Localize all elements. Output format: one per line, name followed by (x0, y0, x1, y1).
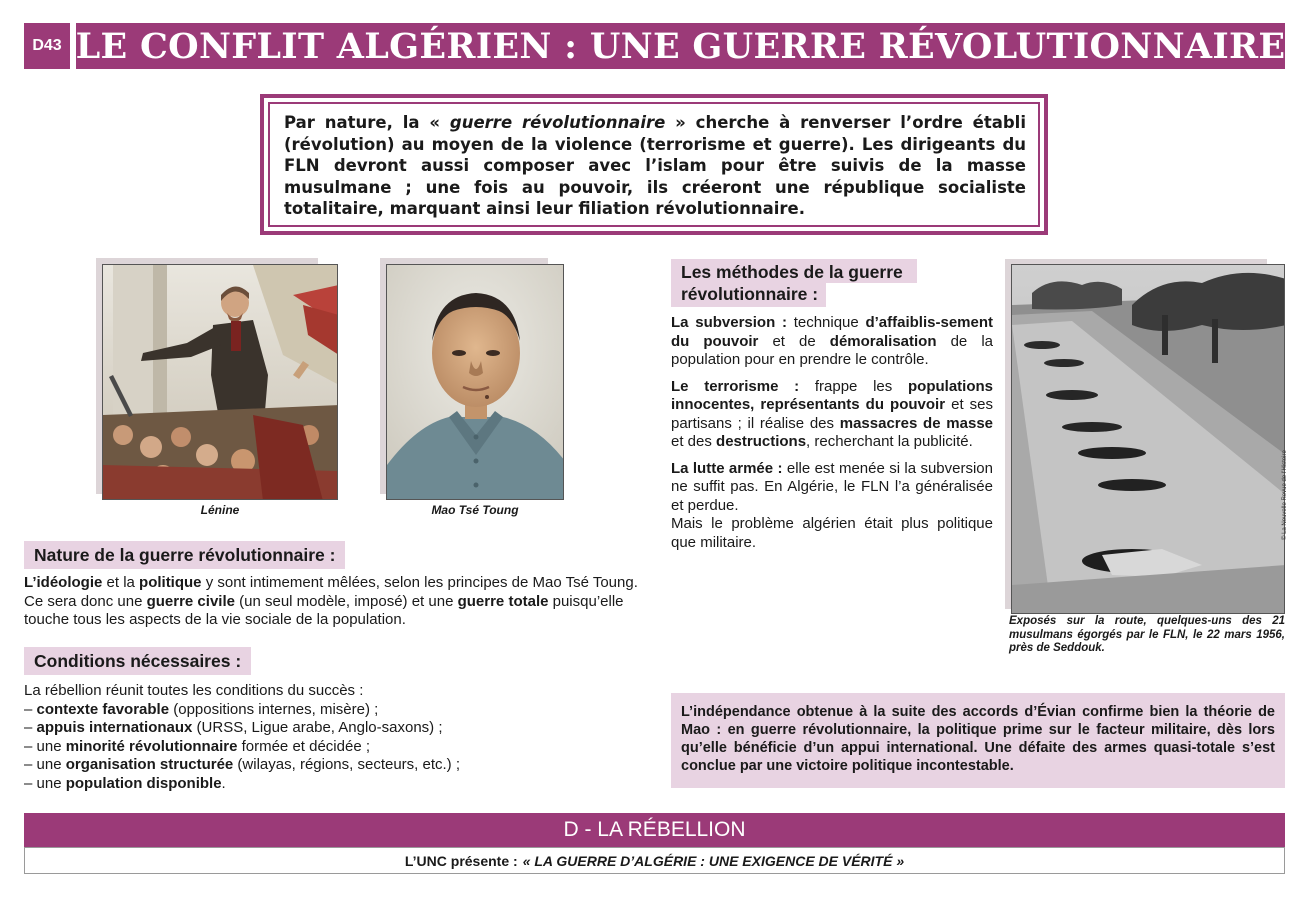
method-terrorism (671, 378, 993, 452)
conditions-intro: La rébellion réunit toutes les conditions du succès : (24, 682, 364, 699)
method-subversion (671, 314, 993, 370)
method-emphasis: destructions (716, 433, 807, 450)
intro-text-emphasis: guerre révolutionnaire (449, 113, 666, 132)
conditions-list (24, 682, 638, 793)
nature-heading: Nature de la guerre révolutionnaire : (24, 541, 345, 569)
method-emphasis: populations innocentes, représentants du pouvoir (671, 377, 993, 413)
list-item-detail: . (221, 774, 226, 792)
nature-text-part: y sont intimement mêlées, selon les principes de Mao Tsé Toung. Ce sera donc une (24, 574, 638, 610)
footer-presents: L’UNC présente : (404, 852, 518, 869)
list-item-prefix: – (24, 719, 37, 736)
list-item-detail: formée et décidée ; (237, 737, 370, 755)
list-item (24, 775, 638, 794)
nature-term-ideology: L’idéologie (24, 574, 103, 591)
series-footer (24, 847, 1285, 874)
intro-box (260, 94, 1048, 235)
nature-term-total-war: guerre totale (457, 592, 549, 610)
road-photo-image (1012, 265, 1285, 614)
lenin-painting (102, 264, 338, 500)
list-item-detail: (URSS, Ligue arabe, Anglo-saxons) ; (192, 719, 443, 736)
method-text-part: de la population pour en prendre le contrôle. (671, 332, 993, 368)
list-item-prefix: – une (24, 737, 66, 755)
method-text-part: elle est menée si la subversion ne suffit pas. En Algérie, le FLN l’a généralisée et perdue. (671, 459, 993, 514)
nature-term-civil-war: guerre civile (146, 592, 235, 610)
list-item-term: population disponible (65, 774, 222, 792)
mao-caption: Mao Tsé Toung (431, 503, 519, 517)
method-text-part: technique (786, 314, 866, 331)
lenin-caption: Lénine (200, 503, 240, 517)
method-armed-struggle (671, 460, 993, 516)
intro-text-part: Par nature, la « (284, 113, 450, 132)
list-item-prefix: – une (24, 756, 66, 773)
intro-text (268, 102, 1040, 227)
list-item (24, 756, 638, 775)
mao-portrait-image (387, 265, 564, 500)
method-emphasis: massacres de masse (839, 414, 994, 432)
method-emphasis: d’affaiblis-sement du pouvoir (671, 314, 993, 350)
list-item-term: contexte favorable (36, 700, 170, 718)
methods-heading (671, 259, 917, 307)
sheet-code-badge: D43 (24, 23, 70, 69)
method-term: La subversion : (671, 314, 787, 331)
conclusion-box: L’indépendance obtenue à la suite des accords d’Évian confirme bien la théorie de Mao : en guerre révolutionnaire, la politique prime sur le facteur militaire, dès lors qu’elle bénéficie d’un appui international. Une défaite des armes quasi-totale s’est conclue par une victoire politique incontestable. (671, 693, 1285, 788)
photo-credit: © La Nouvelle Revue de l’Histoire (1282, 450, 1288, 540)
section-footer-bar: D - LA RÉBELLION (24, 813, 1285, 847)
list-item-term: minorité révolutionnaire (65, 737, 238, 755)
intro-text-part: » cherche à renverser l’ordre établi (révolution) au moyen de la violence (terrorisme et guerre). Les dirigeants du FLN devront aussi composer avec l’islam pour être suivis de la masse musulmane ; une fois au pouvoir, ils créeront une république socialiste totalitaire, marquant ainsi leur filiation révolutionnaire. (284, 113, 1026, 218)
road-photo (1011, 264, 1285, 614)
methods-heading-line1: Les méthodes de la guerre (671, 259, 917, 283)
method-term: Le terrorisme : (671, 377, 800, 395)
method-text-part: et ses partisans ; il réalise des (671, 396, 994, 432)
method-emphasis: démoralisation (829, 332, 937, 350)
list-item-detail: (oppositions internes, misère) ; (169, 700, 379, 718)
methods-heading-line2: révolutionnaire : (671, 283, 826, 307)
list-item-term: organisation structurée (65, 756, 234, 773)
method-conclusion: Mais le problème algérien était plus politique que militaire. (671, 515, 993, 551)
list-item-detail: (wilayas, régions, secteurs, etc.) ; (233, 756, 461, 773)
mao-portrait (386, 264, 564, 500)
list-item-term: appuis internationaux (36, 719, 193, 736)
lenin-painting-image (103, 265, 338, 500)
method-text-part: et des (671, 433, 717, 450)
list-item-prefix: – une (24, 774, 66, 792)
methods-text (671, 314, 993, 560)
method-text-part: , recherchant la publicité. (806, 433, 973, 450)
list-item-prefix: – (24, 700, 37, 718)
method-text-part: frappe les (799, 377, 908, 395)
conditions-heading: Conditions nécessaires : (24, 647, 251, 675)
list-item (24, 719, 638, 738)
list-item (24, 701, 638, 720)
nature-text-part: et la (102, 574, 140, 591)
method-text-part: et de (758, 332, 830, 350)
nature-term-politics: politique (139, 574, 202, 591)
method-term: La lutte armée : (671, 459, 783, 477)
road-photo-caption: Exposés sur la route, quelques-uns des 21 musulmans égorgés par le FLN, le 22 mars 1956, près de Seddouk. (1009, 615, 1285, 654)
nature-text (24, 574, 638, 630)
page-title: LE CONFLIT ALGÉRIEN : UNE GUERRE RÉVOLUTIONNAIRE (76, 23, 1285, 69)
footer-series-title: « LA GUERRE D’ALGÉRIE : UNE EXIGENCE DE VÉRITÉ » (522, 852, 905, 869)
list-item (24, 738, 638, 757)
nature-text-part: puisqu’elle touche tous les aspects de la vie sociale de la population. (24, 592, 624, 628)
nature-text-part: (un seul modèle, imposé) et une (234, 592, 458, 610)
